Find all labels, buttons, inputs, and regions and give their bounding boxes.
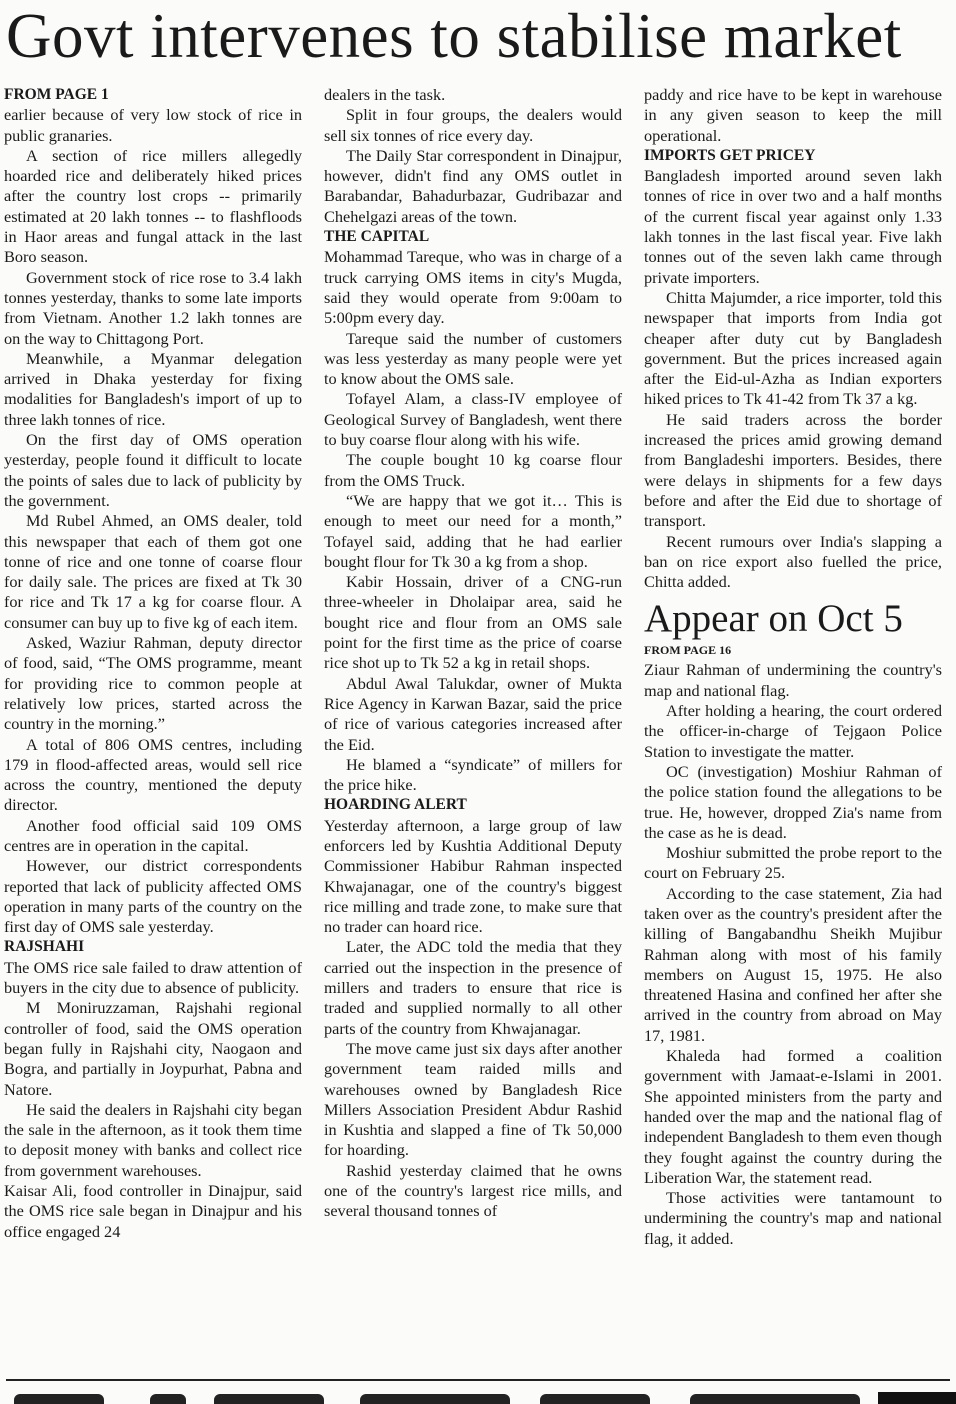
paragraph: A total of 806 OMS centres, including 179 in flood-affected areas, would sell rice across the country, mentioned the deputy director. bbox=[4, 734, 302, 815]
paragraph: Chitta Majumder, a rice importer, told this newspaper that imports from India got cheaper after duty cut by Bangladesh government. But the prices increased again after the Eid-ul-Azha as Indian exporters hiked prices to Tk 41-42 from Tk 37 a kg. bbox=[644, 287, 942, 409]
section-subhead: IMPORTS GET PRICEY bbox=[644, 146, 816, 164]
paragraph: Bangladesh imported around seven lakh tonnes of rice in over two and a half months of the current fiscal year against only 1.33 lakh tonnes in the last fiscal year. Five lakh tonnes out of the seven lakh came through private importers. bbox=[644, 166, 942, 287]
sub-article-headline: Appear on Oct 5 bbox=[644, 597, 903, 641]
continued-from-label: FROM PAGE 16 bbox=[644, 643, 732, 658]
column-2 bbox=[324, 85, 622, 1222]
paragraph: OC (investigation) Moshiur Rahman of the police station found the allegations to be true. He, however, dropped Zia's name from the case as he is dead. bbox=[644, 761, 942, 842]
paragraph: However, our district correspondents reported that lack of publicity affected OMS operation in many parts of the country on the first day of OMS sale yesterday. bbox=[4, 856, 302, 937]
paragraph: Recent rumours over India's slapping a ban on rice export also fuelled the price, Chitta added. bbox=[644, 531, 942, 592]
paragraph: The move came just six days after another government team raided mills and warehouses owned by Bangladesh Rice Millers Association President Abdur Rashid in Kushtia and slapped a fine of Tk 50,000 for hoarding. bbox=[324, 1038, 622, 1160]
section-subhead: RAJSHAHI bbox=[4, 938, 85, 956]
paragraph: Tofayel Alam, a class-IV employee of Geological Survey of Bangladesh, went there to buy coarse flour along with his wife. bbox=[324, 389, 622, 450]
paragraph: A section of rice millers allegedly hoarded rice and deliberately hiked prices after the country lost crops -- primarily estimated at 20 lakh tonnes -- to flashfloods in Haor areas and fungal attack in the last Boro season. bbox=[4, 145, 302, 267]
paragraph: Another food official said 109 OMS centres are in operation in the capital. bbox=[4, 815, 302, 855]
paragraph: Split in four groups, the dealers would sell six tonnes of rice every day. bbox=[324, 105, 622, 145]
paragraph: Kabir Hossain, driver of a CNG-run three-wheeler in Dholaipar area, said he bought rice and flour from an OMS sale point for the first time as the price of coarse rice shot up to Tk 52 a kg in retail shops. bbox=[324, 572, 622, 673]
paragraph: According to the case statement, Zia had taken over as the country's president after the killing of Bangabandhu Sheikh Mujibur Rahman along with most of his family members on August 15, 1975. He also threatened Hasina and confined her after she arrived in the country from abroad on May 17, 1981. bbox=[644, 883, 942, 1045]
paragraph: Md Rubel Ahmed, an OMS dealer, told this newspaper that each of them got one tonne of rice and one tonne of coarse flour for daily sale. The prices are fixed at Tk 30 for rice and Tk 17 a kg for coarse flour. A consumer can buy up to five kg of each item. bbox=[4, 511, 302, 632]
paragraph: paddy and rice have to be kept in warehouse in any given season to keep the mill operational. bbox=[644, 85, 942, 145]
section-subhead: HOARDING ALERT bbox=[324, 796, 467, 814]
paragraph: The OMS rice sale failed to draw attention of buyers in the city due to absence of publicity. bbox=[4, 957, 302, 998]
paragraph: Moshiur submitted the probe report to the court on February 25. bbox=[644, 843, 942, 883]
next-headline-fragment bbox=[0, 1394, 956, 1404]
paragraph: Those activities were tantamount to undermining the country's map and national flag, it added. bbox=[644, 1188, 942, 1248]
paragraph: M Moniruzzaman, Rajshahi regional controller of food, said the OMS operation began fully in Rajshahi city, Naogaon and Bogra, and partially in Joypurhat, Pabna and Natore. bbox=[4, 998, 302, 1099]
paragraph: Asked, Waziur Rahman, deputy director of food, said, “The OMS programme, meant for providing rice to common people at relatively low prices, started across the country in the morning.” bbox=[4, 633, 302, 734]
paragraph: Yesterday afternoon, a large group of law enforcers led by Kushtia Additional Deputy Commissioner Habibur Rahman inspected Khwajanagar, one of the country's biggest rice milling and trade zone, to make sure that no trader can hoard rice. bbox=[324, 815, 622, 937]
paragraph: The couple bought 10 kg coarse flour from the OMS Truck. bbox=[324, 450, 622, 490]
section-subhead: THE CAPITAL bbox=[324, 228, 430, 246]
paragraph: He said the dealers in Rajshahi city began the sale in the afternoon, as it took them time to deposit money with banks and collect rice from government warehouses. bbox=[4, 1099, 302, 1180]
paragraph: The Daily Star correspondent in Dinajpur, however, didn't find any OMS outlet in Barabandar, Bahadurbazar, Gudribazar and Chehelgazi areas of the town. bbox=[324, 145, 622, 226]
paragraph: Mohammad Tareque, who was in charge of a truck carrying OMS items in city's Mugda, said they would operate from 9:00am to 5:00pm every day. bbox=[324, 247, 622, 328]
paragraph: Rashid yesterday claimed that he owns one of the country's largest rice mills, and several thousand tonnes of bbox=[324, 1160, 622, 1221]
paragraph: Abdul Awal Talukdar, owner of Mukta Rice Agency in Karwan Bazar, said the price of rice of various categories increased after the Eid. bbox=[324, 673, 622, 754]
paragraph: Government stock of rice rose to 3.4 lakh tonnes yesterday, thanks to some late imports from Vietnam. Another 1.2 lakh tonnes are on the way to Chittagong Port. bbox=[4, 267, 302, 348]
paragraph: Tareque said the number of customers was less yesterday as many people were yet to know about the OMS sale. bbox=[324, 328, 622, 389]
paragraph: On the first day of OMS operation yesterday, people found it difficult to locate the points of sales due to lack of publicity by the government. bbox=[4, 430, 302, 510]
paragraph: After holding a hearing, the court ordered the officer-in-charge of Tejgaon Police Station to investigate the matter. bbox=[644, 701, 942, 761]
column-3 bbox=[644, 85, 942, 1249]
next-headline-box bbox=[878, 1392, 956, 1404]
paragraph: Khaleda had formed a coalition government with Jamaat-e-Islami in 2001. She appointed ministers from the party and handed over the map and the national flag of independent Bangladesh to them even though they fought against the country during the Liberation War, the statement read. bbox=[644, 1046, 942, 1187]
paragraph: He blamed a “syndicate” of millers for the price hike. bbox=[324, 754, 622, 795]
paragraph: Ziaur Rahman of undermining the country's map and national flag. bbox=[644, 660, 942, 700]
paragraph: dealers in the task. bbox=[324, 85, 446, 104]
paragraph: He said traders across the border increased the prices amid growing demand from Bangladeshi importers. Besides, there were delays in shipments for a few days before and after the Eid due to shortage of transport. bbox=[644, 409, 942, 531]
paragraph: Meanwhile, a Myanmar delegation arrived in Dhaka yesterday for fixing modalities for Bangladesh's import of up to three lakh tonnes of rice. bbox=[4, 348, 302, 429]
paragraph: Kaisar Ali, food controller in Dinajpur, said the OMS rice sale began in Dinajpur and his office engaged 24 bbox=[4, 1181, 302, 1241]
column-1 bbox=[4, 85, 302, 1242]
bottom-rule bbox=[6, 1379, 950, 1381]
section-subhead: FROM PAGE 1 bbox=[4, 86, 109, 103]
paragraph: “We are happy that we got it… This is enough to meet our need for a month,” Tofayel said, adding that he had earlier bought flour for Tk 30 a kg from a shop. bbox=[324, 490, 622, 571]
headline: Govt intervenes to stabilise market bbox=[6, 1, 902, 71]
paragraph: Later, the ADC told the media that they carried out the inspection in the presence of millers and traders to ensure that rice is traded and supplied normally to all other parts of the country from Khwajanagar. bbox=[324, 937, 622, 1038]
paragraph: earlier because of very low stock of rice in public granaries. bbox=[4, 105, 302, 145]
